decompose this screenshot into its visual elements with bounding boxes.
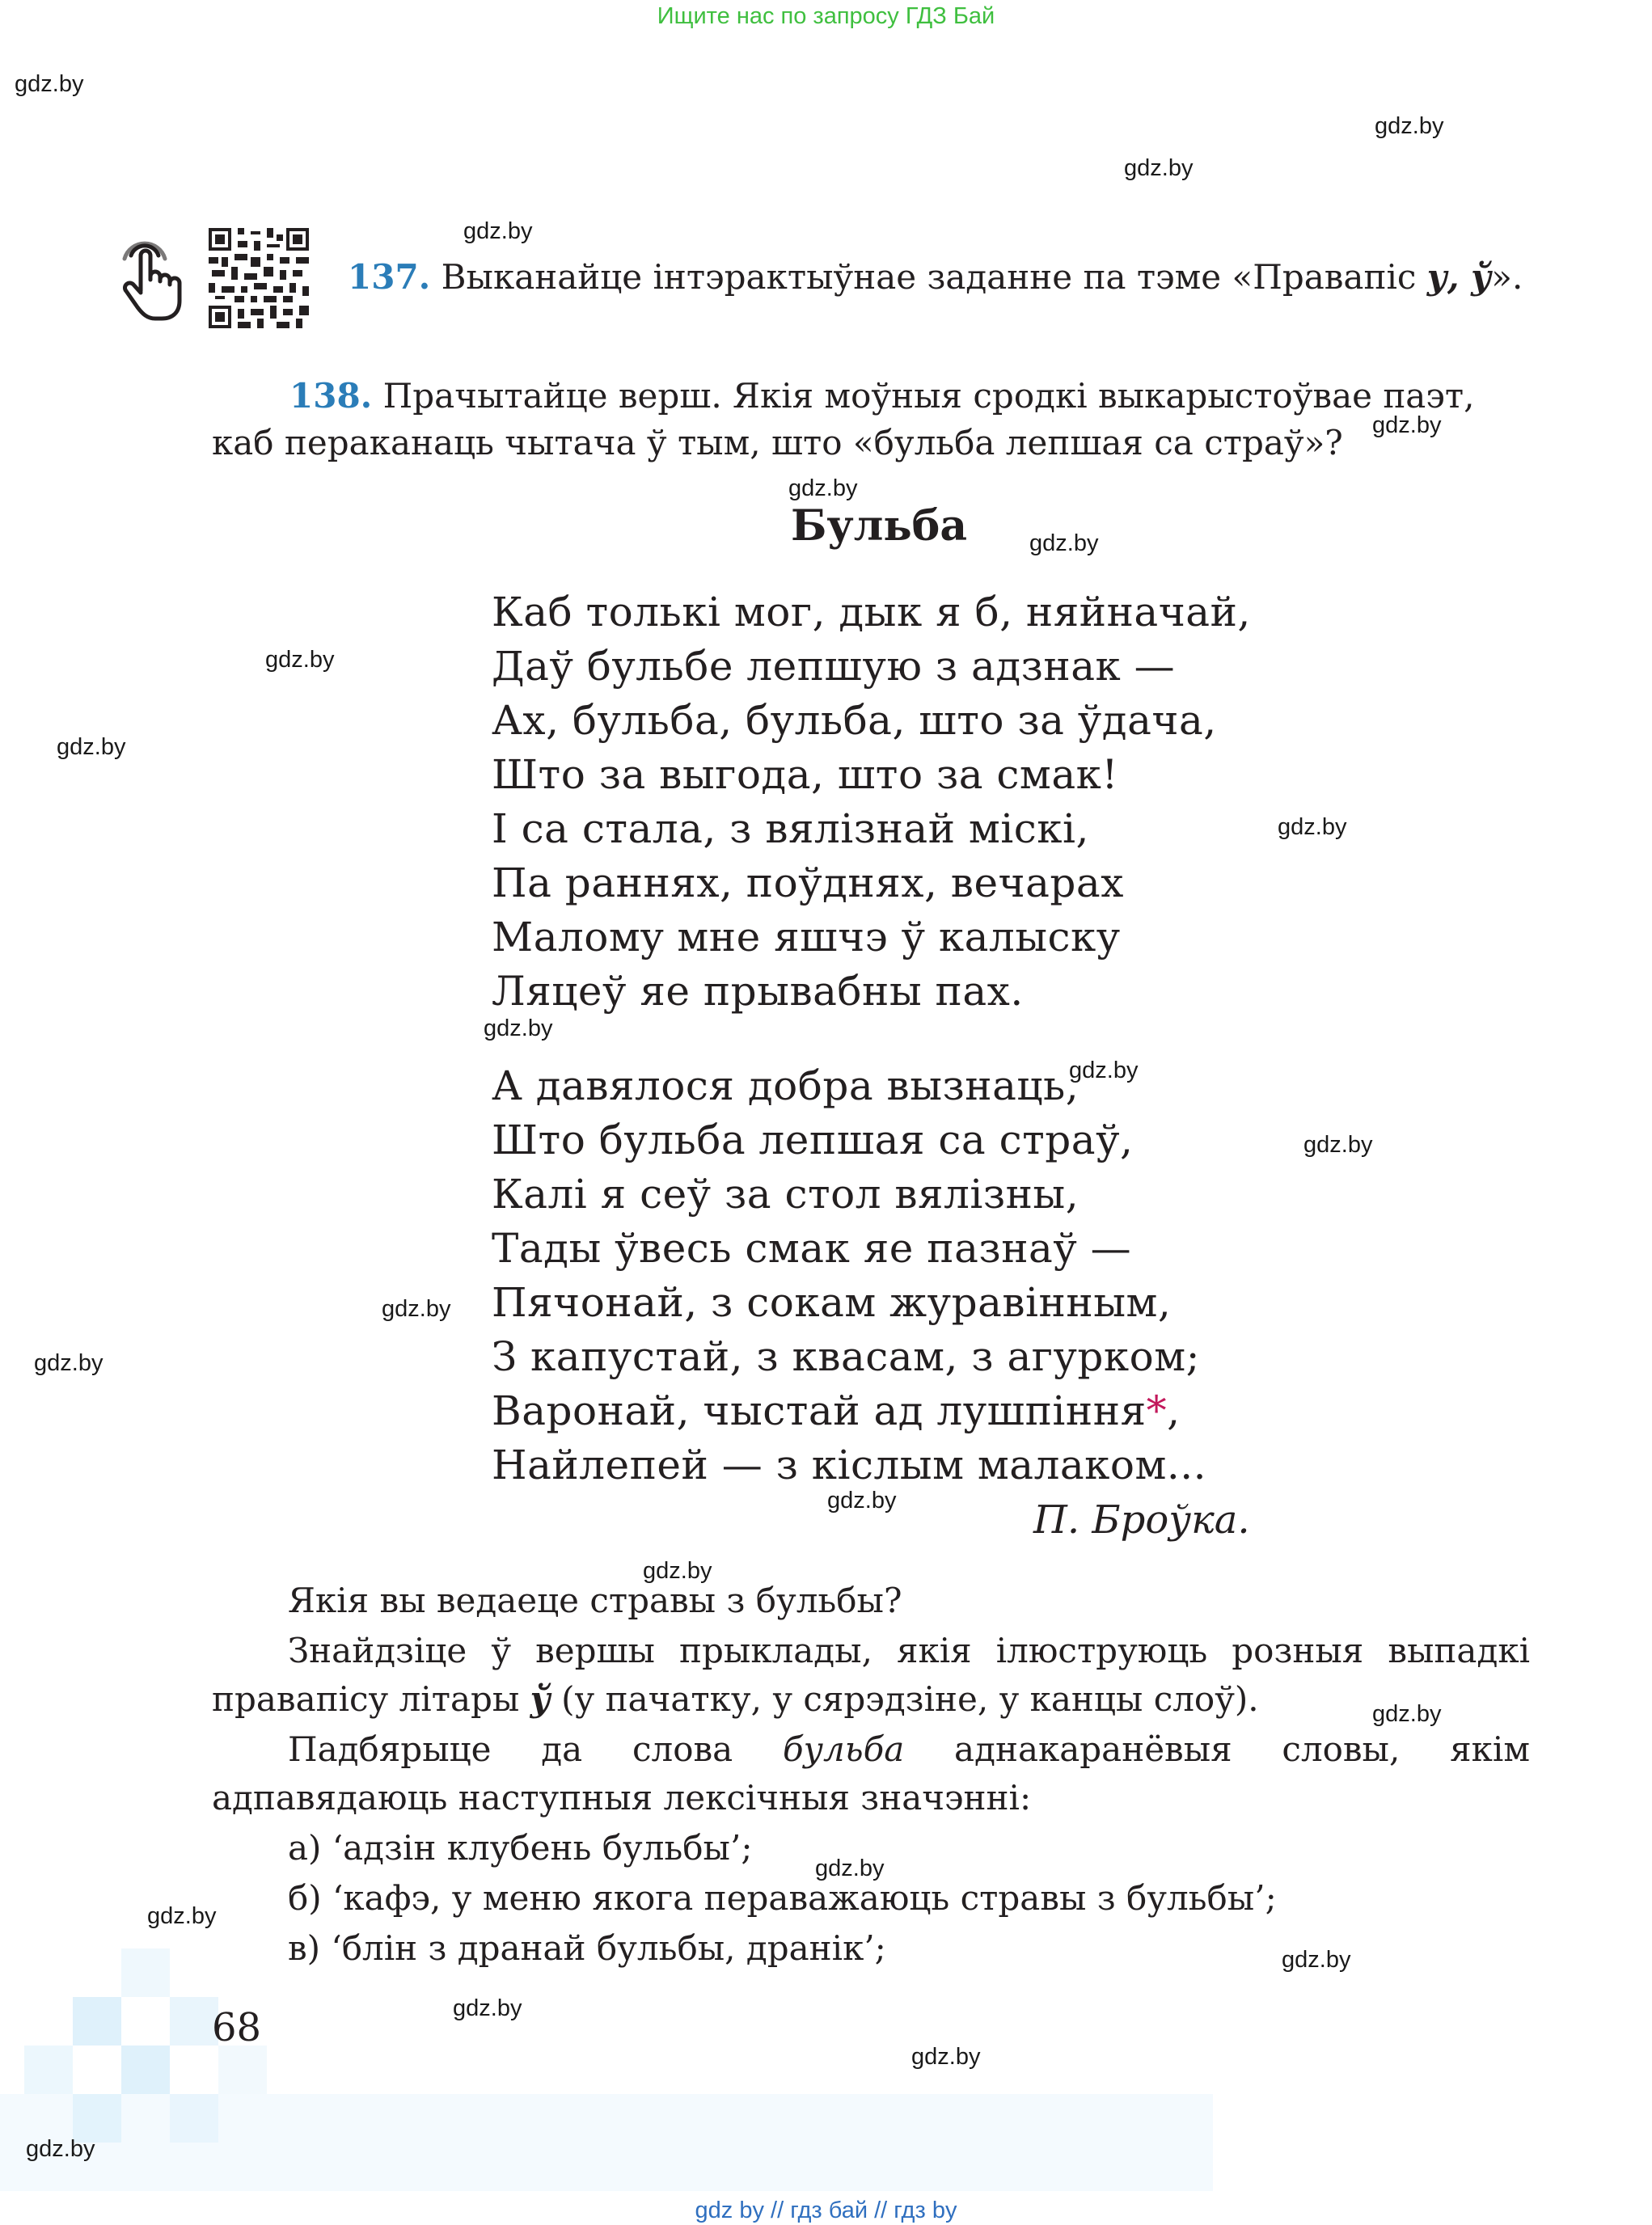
decor-square <box>24 2046 73 2094</box>
poem-line: А давялося добра вызнаць, <box>492 1062 1080 1109</box>
list-item: в) ‘блін з дранай бульбы, дранік’; <box>288 1928 886 1968</box>
watermark: gdz.by <box>1029 530 1099 556</box>
task-138 <box>212 372 1530 420</box>
task-138-line2: каб пераканаць чытача ў тым, што «бульба лепшая са страў»? <box>212 423 1343 462</box>
watermark: gdz.by <box>463 218 533 244</box>
watermark: gdz.by <box>1278 814 1347 840</box>
task-text: Выканайце інтэрактыўнае заданне па тэме «Правапіс <box>441 257 1427 297</box>
task-text-end: ». <box>1491 257 1523 297</box>
poem-line: З капустай, з квасам, з агурком; <box>492 1333 1200 1380</box>
decor-band <box>0 2094 1213 2191</box>
poem-line-with-footnote <box>492 1387 1181 1434</box>
list-item: а) ‘адзін клубень бульбы’; <box>288 1828 753 1868</box>
task-text: Прачытайце верш. Якія моўныя сродкі выкарыстоўвае паэт, <box>382 376 1475 416</box>
task-137 <box>348 253 1523 302</box>
question-2 <box>212 1627 1530 1724</box>
watermark: gdz.by <box>1282 1947 1351 1973</box>
question-3-text: Падбярыце да слова <box>288 1729 783 1769</box>
top-banner[interactable]: Ищите нас по запросу ГДЗ Бай <box>657 3 995 29</box>
poem-author: П. Броўка. <box>1033 1497 1250 1543</box>
hand-pointer-icon[interactable] <box>113 231 191 322</box>
watermark: gdz.by <box>147 1903 217 1929</box>
poem-line: Што за выгода, што за смак! <box>492 751 1118 798</box>
watermark: gdz.by <box>1372 412 1442 438</box>
question-2-letter: ў <box>530 1679 551 1719</box>
question-1: Якія вы ведаеце стравы з бульбы? <box>288 1581 902 1620</box>
watermark: gdz.by <box>1303 1132 1373 1158</box>
task-number: 137. <box>348 257 431 297</box>
poem-line: Па раннях, поўднях, вечарах <box>492 859 1124 906</box>
task-138-line1 <box>212 372 1530 420</box>
bottom-banner[interactable]: gdz by // гдз бай // гдз by <box>695 2198 957 2223</box>
watermark: gdz.by <box>34 1350 104 1376</box>
decor-square <box>121 2046 170 2094</box>
watermark: gdz.by <box>453 1995 522 2021</box>
qr-code-icon[interactable] <box>209 228 309 328</box>
poem-line-punct: , <box>1167 1387 1181 1434</box>
poem-line: Тады ўвесь смак яе пазнаў — <box>492 1225 1132 1272</box>
footnote-asterisk[interactable]: * <box>1146 1387 1168 1434</box>
decor-square <box>73 1997 121 2046</box>
page-number: 68 <box>212 2005 262 2050</box>
poem-line: Найлепей — з кіслым малаком... <box>492 1442 1207 1488</box>
watermark: gdz.by <box>57 734 126 760</box>
watermark: gdz.by <box>827 1488 897 1514</box>
watermark: gdz.by <box>382 1296 451 1322</box>
question-3-word: бульба <box>782 1729 905 1769</box>
watermark: gdz.by <box>788 475 858 501</box>
poem-line: Ах, бульба, бульба, што за ўдача, <box>492 697 1217 744</box>
poem-line-text: Варонай, чыстай ад лушпіння <box>492 1387 1147 1434</box>
watermark: gdz.by <box>1069 1058 1139 1083</box>
watermark: gdz.by <box>26 2136 95 2162</box>
list-item: б) ‘кафэ, у меню якога пераважаюць стравы з бульбы’; <box>288 1878 1277 1918</box>
question-3-end: аднакаранёвыя словы, якім адпавядаюць наступныя лексічныя значэнні: <box>212 1729 1530 1818</box>
task-letters: у, ў <box>1426 257 1492 297</box>
watermark: gdz.by <box>1375 113 1444 139</box>
watermark: gdz.by <box>815 1856 885 1881</box>
watermark: gdz.by <box>484 1015 553 1041</box>
poem-line: Даў бульбе лепшую з адзнак — <box>492 643 1176 690</box>
poem-line: Калі я сеў за стол вялізны, <box>492 1171 1080 1218</box>
decor-square <box>218 2046 267 2094</box>
question-3 <box>212 1725 1530 1822</box>
watermark: gdz.by <box>265 647 335 673</box>
watermark: gdz.by <box>643 1558 712 1584</box>
decor-square <box>121 1948 170 1997</box>
poem-title: Бульба <box>791 501 968 551</box>
question-2-end: (у пачатку, у сярэдзіне, у канцы слоў). <box>550 1679 1259 1719</box>
decor-square <box>170 1997 218 2046</box>
watermark: gdz.by <box>1124 155 1194 181</box>
watermark: gdz.by <box>1372 1701 1442 1727</box>
poem-line: Пячонай, з сокам журавінным, <box>492 1279 1172 1326</box>
watermark: gdz.by <box>911 2044 981 2070</box>
watermark: gdz.by <box>15 71 84 97</box>
poem-line: Маломy мне яшчэ ў калыску <box>492 914 1121 961</box>
task-number: 138. <box>289 376 373 416</box>
poem-line: І са стала, з вялізнай міскі, <box>492 805 1089 852</box>
poem-line: Ляцеў яе прывабны пах. <box>492 968 1024 1015</box>
question-2-text: Знайдзіце ў вершы прыклады, якія ілюструюць розныя выпадкі правапісу літары <box>212 1631 1530 1719</box>
poem-line: Каб толькі мог, дык я б, няйначай, <box>492 589 1251 635</box>
poem-line: Што бульба лепшая са страў, <box>492 1117 1134 1163</box>
